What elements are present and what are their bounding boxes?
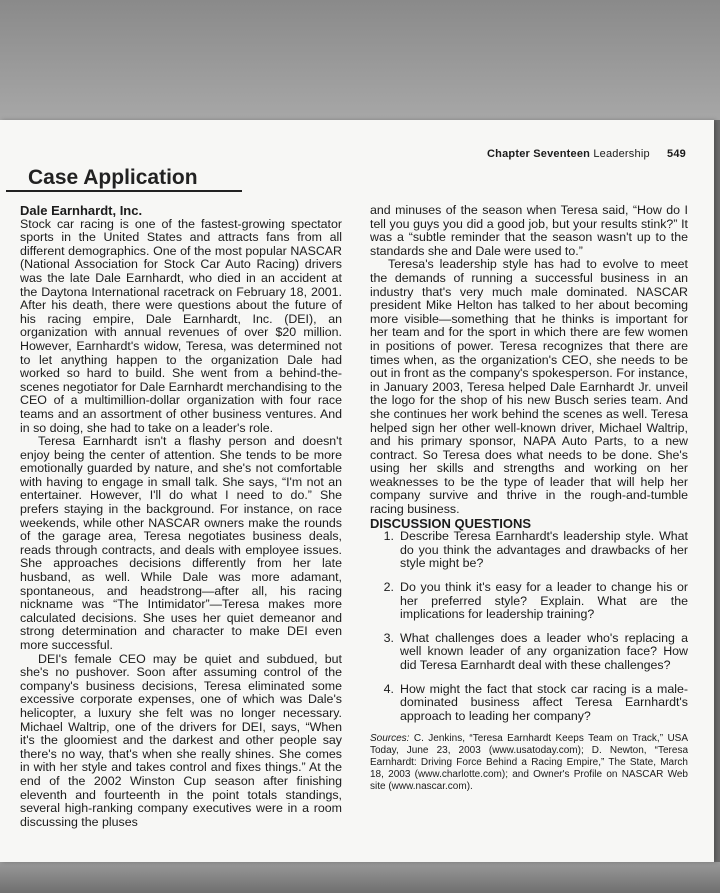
section-title: Case Application bbox=[28, 166, 198, 189]
question-number: 1. bbox=[383, 529, 394, 544]
background-bottom bbox=[0, 862, 720, 893]
sources-note bbox=[370, 733, 688, 793]
question-text: Do you think it's easy for a leader to change his or her preferred style? Explain. What are the implications for leadership training? bbox=[400, 580, 688, 622]
running-head bbox=[487, 148, 686, 160]
chapter-label: Chapter Seventeen bbox=[487, 148, 591, 160]
question-text: Describe Teresa Earnhardt's leadership style. What do you think the advantages and drawbacks of her style might be? bbox=[400, 529, 688, 571]
case-title: Dale Earnhardt, Inc. bbox=[20, 203, 143, 218]
background-top bbox=[0, 0, 720, 120]
document-page bbox=[0, 120, 714, 862]
body-paragraph: Teresa Earnhardt isn't a flashy person and doesn't enjoy being the center of attention. She tends to be more emotionally guarded by nature, and she's not comfortable with having to engage in small talk. She says, “I'm not an entertainer. However, I'll do what I need to do.” She prefers staying in the background. For instance, on race weekends, while other NASCAR owners make the rounds of the garage area, Teresa negotiates business deals, reads through contracts, and deals with employee issues. She approaches decisions differently from her late husband, as well. While Dale was more adamant, spontaneous, and headstrong—after all, his racing nickname was “The Intimidator”—Teresa makes more calculated decisions. She uses her quiet demeanor and strong determination and character to make DEI even more successful. bbox=[20, 434, 342, 652]
body-paragraph: Teresa's leadership style has had to evolve to meet the demands of running a successful business in an industry that's very much male dominated. NASCAR president Mike Helton has talked to her about becoming more visible—something that he thinks is important for her team and for the sport in which there are few women in positions of power. Teresa recognizes that there are times when, as the organization's CEO, she needs to be out in front as the company's spokesperson. For instance, in January 2003, Teresa helped Dale Earnhardt Jr. unveil the logo for the shop of his new Busch series team. And she continues her work behind the scenes as well. Teresa helped sign her other well-known driver, Michael Waltrip, and his primary sponsor, NAPA Auto Parts, to a new contract. So Teresa does what needs to be done. She's using her skills and strengths and working on her weaknesses to be the type of leader that will help her company survive and thrive in the rough-and-tumble racing business. bbox=[370, 257, 688, 517]
question-number: 3. bbox=[383, 630, 394, 645]
topic-label: Leadership bbox=[593, 148, 650, 160]
question-number: 2. bbox=[383, 580, 394, 595]
body-paragraph: DEI's female CEO may be quiet and subdued, but she's no pushover. Soon after assuming control of the company's business decisions, Teresa eliminated some excessive corporate expenses, one of which was Dale's helicopter, a luxury she felt was no longer necessary. Michael Waltrip, one of the drivers for DEI, says, “When it's the gloomiest and the darkest and other people say there's no way, that's when she really shines. She comes in with her style and takes control and fixes things.” At the end of the 2002 Winston Cup season after finishing eleventh and fourteenth in the point totals standings, several high-ranking company executives were in a room discussing the pluses bbox=[20, 651, 342, 829]
discussion-list bbox=[370, 530, 688, 723]
discussion-question bbox=[370, 683, 688, 724]
left-column bbox=[20, 204, 342, 829]
body-paragraph: Stock car racing is one of the fastest-growing spectator sports in the United States and attracts fans from all different demographics. One of the most popular NASCAR (National Association for Stock Car Auto Racing) drivers was the late Dale Earnhardt, who died in an accident at the Daytona International racetrack on February 18, 2001. After his death, there were questions about the future of his racing empire, Dale Earnhardt, Inc. (DEI), an organization with annual revenues of over $20 million. However, Earnhardt's widow, Teresa, was determined not to let anything happen to the organization Dale had worked so hard to build. She went from a behind-the-scenes negotiator for Dale Earnhardt merchandising to the CEO of a multimillion-dollar organization with four race teams and an assortment of other business ventures. And in so doing, she had to take on a leader's role. bbox=[20, 216, 342, 435]
body-paragraph: and minuses of the season when Teresa said, “How do I tell you guys you did a good job, but your results stink?” It was a “subtle reminder that the season wasn't up to the standards she and Dale were used to.” bbox=[370, 203, 688, 258]
discussion-heading: DISCUSSION QUESTIONS bbox=[370, 515, 532, 531]
question-text: How might the fact that stock car racing is a male-dominated business affect Teresa Earnhardt's approach to leading her company? bbox=[400, 681, 688, 723]
title-underline bbox=[6, 190, 242, 192]
question-text: What challenges does a leader who's replacing a well known leader of any organization face? How did Teresa Earnhardt deal with these challenges? bbox=[400, 630, 688, 672]
page-number: 549 bbox=[667, 148, 686, 160]
question-number: 4. bbox=[383, 681, 394, 696]
right-column bbox=[370, 204, 688, 793]
sources-text: C. Jenkins, “Teresa Earnhardt Keeps Team on Track,” USA Today, June 23, 2003 (www.usatoday.com); D. Newton, “Teresa Earnhardt: Driving Force Behind a Racing Empire,” The State, March 18, 2003 (www.charlotte.com); and Owner's Profile on NASCAR Web site (www.nascar.com). bbox=[370, 733, 689, 793]
discussion-question bbox=[370, 581, 688, 622]
sources-label: Sources: bbox=[370, 733, 410, 745]
discussion-question bbox=[370, 632, 688, 673]
discussion-question bbox=[370, 530, 688, 571]
